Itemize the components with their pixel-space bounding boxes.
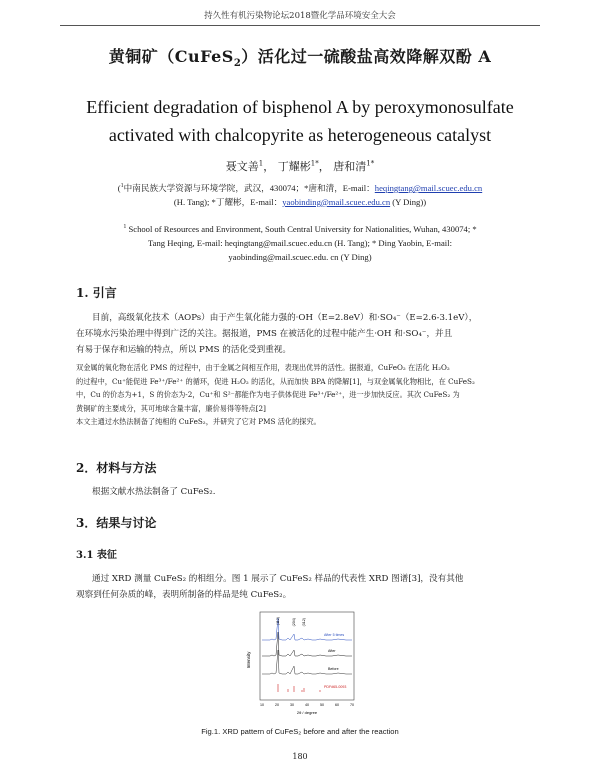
aff-en-line3: yaobinding@mail.scuec.edu. cn (Y Ding) <box>228 251 372 262</box>
aff-en-line2: Tang Heqing, E-mail: heqingtang@mail.scuec.edu.cn (H. Tang); * Ding Yaobin, E-mail: <box>148 237 452 248</box>
section-introduction-heading: 1. 引言 <box>76 286 117 300</box>
x-axis-label: 2θ / degree <box>296 710 318 715</box>
x-tick-20: 20 <box>275 703 279 707</box>
intro-paragraph-2: 双金属的氧化物在活化 PMS 的过程中，由于金属之间相互作用，表现出优异的活性。据报道，CuFeO₂ 在活化 H₂O₂ 的过程中，Cu⁺能促进 Fe³⁺/Fe²⁺ 的循环，促进 H₂O₂ 的活化，从而加快 BPA 的降解[1]，与双金属氧化物相比，在 CuFeS₂ 中，Cu 的价态为+1，S 的价态为-2，Cu⁺和 S²⁻都能作为电子供体促进 Fe³⁺/Fe²⁺，进一步加快反应。其次 CuFeS₂ 为 黄铜矿的主要成分，其可地球含量丰富，廉价易得等特点[2] 本文主通过水热法制备了纯相的 CuFeS₂，并研究了它对 PMS 活化的探究。 <box>76 363 475 427</box>
x-axis-ticks <box>260 703 354 707</box>
title-chinese <box>40 44 560 69</box>
section-methods-heading: 2．材料与方法 <box>76 461 157 475</box>
title-cn-subscript: 2 <box>233 58 242 70</box>
pdf-reference-lines <box>278 684 320 692</box>
legend-after-5-times: After 5 times <box>324 633 345 637</box>
x-tick-70: 70 <box>350 703 354 707</box>
author-1: 聂文善$^1$ <box>225 159 264 173</box>
xrd-figure <box>246 610 358 720</box>
figure-caption: Fig.1. XRD pattern of CuFeS₂ before and after the reaction <box>201 727 399 736</box>
results-paragraph: 通过 XRD 测量 CuFeS₂ 的相组分。图 1 展示了 CuFeS₂ 样品的代表性 XRD 图谱[3]，没有其他 观察到任何杂质的峰，表明所制备的样品是纯 CuFeS₂。 <box>76 574 464 600</box>
methods-text: 根据文献水热法制备了 CuFeS₂. <box>92 487 216 497</box>
peak-label-112: (112) <box>276 617 280 626</box>
aff-cn-line1: ($^1$中南民族大学资源与环境学院，武汉，430074；*唐和清，E-mail：heqingtang@mail.scuec.edu.cn <box>117 182 483 193</box>
x-tick-30: 30 <box>290 703 294 707</box>
aff-cn-line2: (H. Tang); *丁耀彬，E-mail：yaobinding@mail.scuec.edu.cn (Y Ding)) <box>173 196 427 207</box>
email-link-tang[interactable]: heqingtang@mail.scuec.edu.cn <box>374 182 483 193</box>
author-2: 丁耀彬$^{1*}$ <box>277 159 319 173</box>
page-number: 180 <box>292 752 308 761</box>
legend-before: Before <box>328 667 339 671</box>
x-tick-50: 50 <box>320 703 324 707</box>
legend-after: After <box>328 649 336 653</box>
legend-pdf: PDF#65-0093 <box>324 685 347 689</box>
x-tick-60: 60 <box>335 703 339 707</box>
title-cn-part2: ）活化过一硫酸盐高效降解双酚 A <box>241 47 492 66</box>
peak-label-204: (204) <box>292 618 296 627</box>
title-en-line2: activated with chalcopyrite as heterogeneous catalyst <box>108 125 492 145</box>
subsection-characterization-heading: 3.1 表征 <box>76 550 117 561</box>
intro-paragraph-1: 目前，高级氧化技术（AOPs）由于产生氧化能力强的·OH（E=2.8eV）和·SO₄⁻（E=2.6-3.1eV）， 在环境水污染治理中得到广泛的关注。据报道，PMS 在被活化的过程中能产生·OH 和·SO₄⁻，并且 有易于保存和运输的特点，所以 PMS 的活化受到重视。 <box>76 313 478 355</box>
aff-en-line1: $^1$ School of Resources and Environment, South Central University for Nationalities, Wuhan, 430074; * <box>123 223 477 234</box>
author-3: 唐和清$^{1*}$ <box>333 159 375 173</box>
x-tick-40: 40 <box>305 703 309 707</box>
affiliation-english <box>44 220 556 264</box>
author-list: 聂文善$^1$， 丁耀彬$^{1*}$， 唐和清$^{1*}$ <box>225 159 375 173</box>
running-header: 持久性有机污染物论坛2018暨化学品环境安全大会 <box>204 11 396 21</box>
title-english <box>40 93 560 149</box>
title-en-line1: Efficient degradation of bisphenol A by peroxymonosulfate <box>86 97 514 117</box>
peak-label-312: (312) <box>302 618 306 627</box>
affiliation-chinese <box>44 179 556 209</box>
email-link-ding[interactable]: yaobinding@mail.scuec.edu.cn <box>282 196 391 207</box>
header-rule <box>60 25 540 26</box>
section-results-heading: 3．结果与讨论 <box>76 516 157 530</box>
x-tick-10: 10 <box>260 703 264 707</box>
title-cn-part1: 黄铜矿（CuFeS <box>108 47 234 66</box>
y-axis-label: Intensity <box>246 651 251 669</box>
